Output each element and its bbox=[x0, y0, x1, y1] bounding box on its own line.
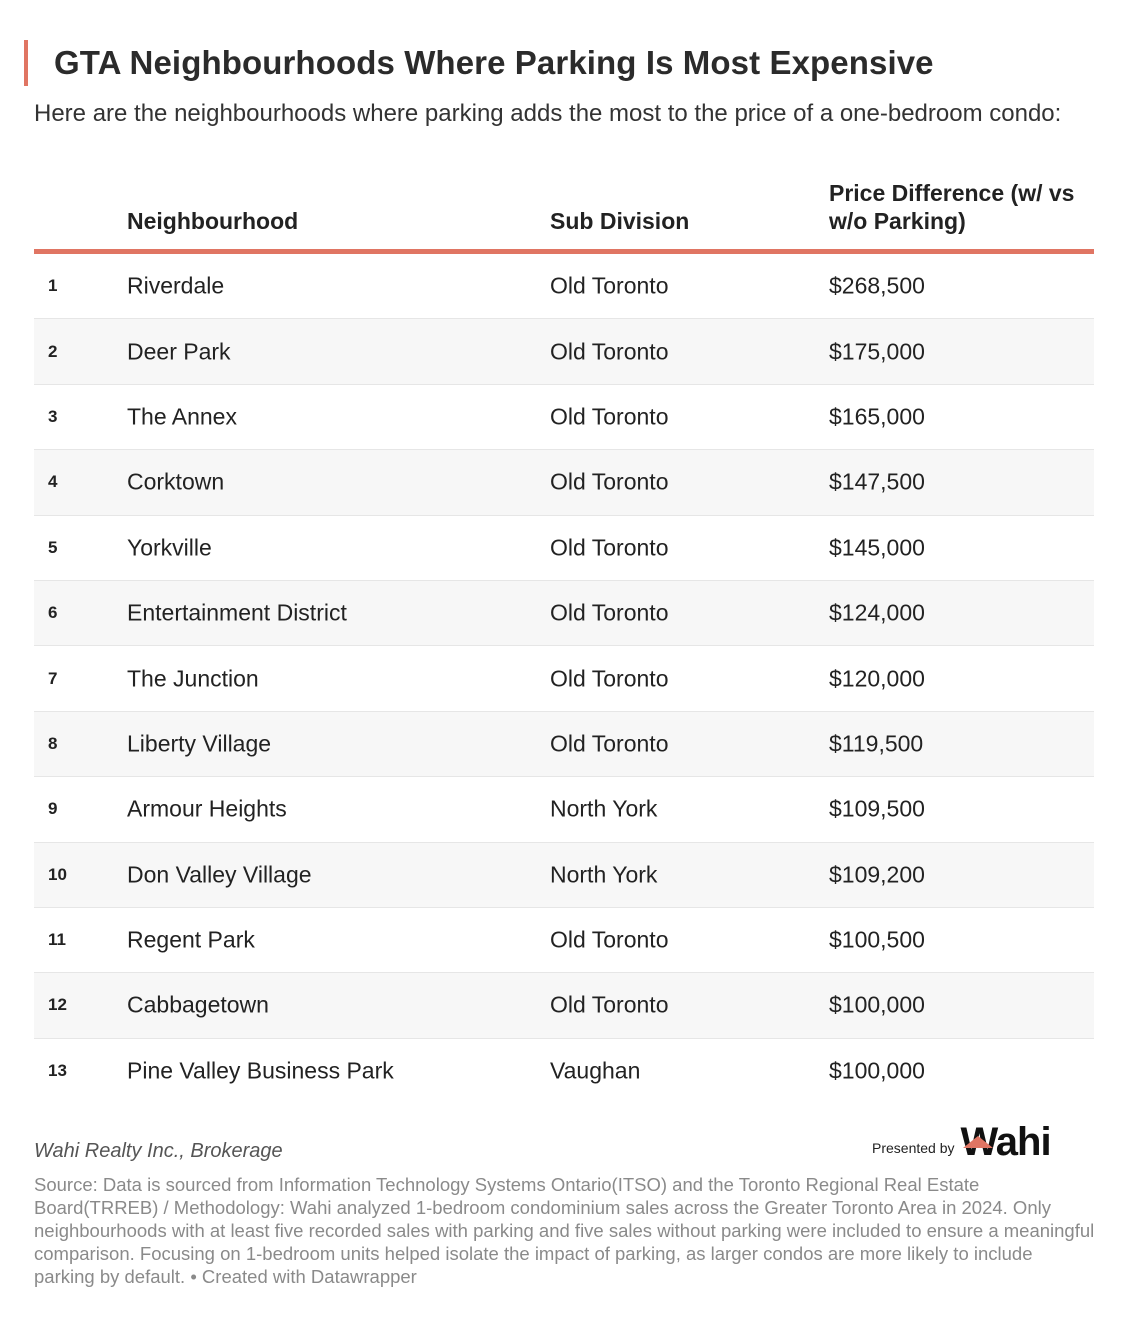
source-note: Source: Data is sourced from Information Technology Systems Ontario(ITSO) and the Toronto Regional Real Estate Board(TRREB) / Methodology: Wahi analyzed 1-bedroom condominium sales across the Greater Toronto Area in 2024. Only neighbourhoods with at least five recorded sales with parking and five sales without parking were included to ensure a meaningful comparison. Focusing on 1-bedroom units helped isolate the impact of parking, as larger condos are more likely to include parking by default. • Created with Datawrapper bbox=[34, 1174, 1095, 1287]
sub-division-cell: Old Toronto bbox=[550, 534, 669, 561]
brokerage-credit: Wahi Realty Inc., Brokerage bbox=[34, 1140, 283, 1162]
table-row bbox=[34, 319, 1094, 384]
table-row bbox=[34, 908, 1094, 973]
rank-cell: 3 bbox=[48, 406, 58, 426]
price-difference-cell: $109,500 bbox=[829, 795, 925, 822]
rank-cell: 5 bbox=[48, 537, 58, 557]
title-block bbox=[24, 40, 934, 86]
rank-cell: 8 bbox=[48, 733, 58, 753]
table-row bbox=[34, 843, 1094, 908]
header-sub-division[interactable]: Sub Division bbox=[550, 208, 690, 234]
table-row bbox=[34, 450, 1094, 515]
neighbourhood-cell: The Annex bbox=[127, 403, 237, 430]
chart-subtitle: Here are the neighbourhoods where parking adds the most to the price of a one-bedroom condo: bbox=[34, 100, 1062, 127]
data-table bbox=[34, 172, 1094, 1104]
table-row bbox=[34, 712, 1094, 777]
table-row bbox=[34, 973, 1094, 1038]
rank-cell: 1 bbox=[48, 276, 58, 296]
logo-text: Wahi bbox=[960, 1120, 1051, 1164]
table-body bbox=[34, 254, 1094, 1104]
rank-cell: 9 bbox=[48, 799, 58, 819]
price-difference-cell: $119,500 bbox=[829, 730, 924, 757]
header-price-difference[interactable]: Price Difference (w/ vs w/o Parking) bbox=[829, 180, 1075, 234]
wahi-logo bbox=[961, 1122, 1051, 1162]
neighbourhood-cell: Yorkville bbox=[127, 534, 212, 561]
price-difference-cell: $109,200 bbox=[829, 861, 925, 888]
price-difference-cell: $165,000 bbox=[829, 403, 925, 430]
neighbourhood-cell: Regent Park bbox=[127, 926, 255, 953]
price-difference-cell: $100,500 bbox=[829, 926, 925, 953]
rank-cell: 2 bbox=[48, 341, 58, 361]
sub-division-cell: Old Toronto bbox=[550, 338, 669, 365]
table-row bbox=[34, 254, 1094, 319]
sub-division-cell: Old Toronto bbox=[550, 468, 669, 495]
logo-roof-icon bbox=[963, 1136, 993, 1148]
table-row bbox=[34, 516, 1094, 581]
rank-cell: 11 bbox=[48, 930, 66, 950]
rank-cell: 13 bbox=[48, 1061, 67, 1081]
sub-division-cell: Old Toronto bbox=[550, 665, 669, 692]
table-row bbox=[34, 1039, 1094, 1104]
neighbourhood-cell: Liberty Village bbox=[127, 730, 272, 757]
sub-division-cell: Old Toronto bbox=[550, 926, 669, 953]
neighbourhood-cell: Pine Valley Business Park bbox=[127, 1057, 394, 1084]
sub-division-cell: North York bbox=[550, 795, 658, 822]
neighbourhood-cell: Don Valley Village bbox=[127, 861, 312, 888]
table-row bbox=[34, 777, 1094, 842]
table-header bbox=[34, 172, 1094, 254]
title-accent-bar bbox=[24, 40, 28, 86]
neighbourhood-cell: Corktown bbox=[127, 468, 225, 495]
neighbourhood-cell: The Junction bbox=[127, 665, 259, 692]
price-difference-cell: $120,000 bbox=[829, 665, 925, 692]
neighbourhood-cell: Armour Heights bbox=[127, 795, 287, 822]
price-difference-cell: $268,500 bbox=[829, 272, 925, 299]
price-difference-cell: $175,000 bbox=[829, 338, 925, 365]
neighbourhood-cell: Deer Park bbox=[127, 338, 231, 365]
price-difference-cell: $145,000 bbox=[829, 534, 925, 561]
table-row bbox=[34, 385, 1094, 450]
sub-division-cell: Old Toronto bbox=[550, 403, 669, 430]
chart-title: GTA Neighbourhoods Where Parking Is Most Expensive bbox=[54, 44, 934, 81]
neighbourhood-cell: Entertainment District bbox=[127, 599, 347, 626]
sub-division-cell: Old Toronto bbox=[550, 599, 669, 626]
presented-by-label: Presented by bbox=[872, 1140, 955, 1156]
sub-division-cell: Old Toronto bbox=[550, 730, 669, 757]
rank-cell: 4 bbox=[48, 472, 58, 492]
rank-cell: 7 bbox=[48, 668, 58, 688]
sub-division-cell: North York bbox=[550, 861, 658, 888]
header-neighbourhood[interactable]: Neighbourhood bbox=[127, 208, 299, 234]
price-difference-cell: $147,500 bbox=[829, 468, 925, 495]
neighbourhood-cell: Cabbagetown bbox=[127, 991, 269, 1018]
rank-cell: 6 bbox=[48, 603, 58, 623]
sub-division-cell: Old Toronto bbox=[550, 991, 669, 1018]
price-difference-cell: $124,000 bbox=[829, 599, 925, 626]
sub-division-cell: Vaughan bbox=[550, 1057, 641, 1084]
neighbourhood-cell: Riverdale bbox=[127, 272, 225, 299]
rank-cell: 12 bbox=[48, 995, 67, 1015]
rank-cell: 10 bbox=[48, 864, 67, 884]
sub-division-cell: Old Toronto bbox=[550, 272, 669, 299]
price-difference-cell: $100,000 bbox=[829, 991, 925, 1018]
table-row bbox=[34, 646, 1094, 711]
presented-by bbox=[872, 1122, 1051, 1162]
table-row bbox=[34, 581, 1094, 646]
price-difference-cell: $100,000 bbox=[829, 1057, 925, 1084]
